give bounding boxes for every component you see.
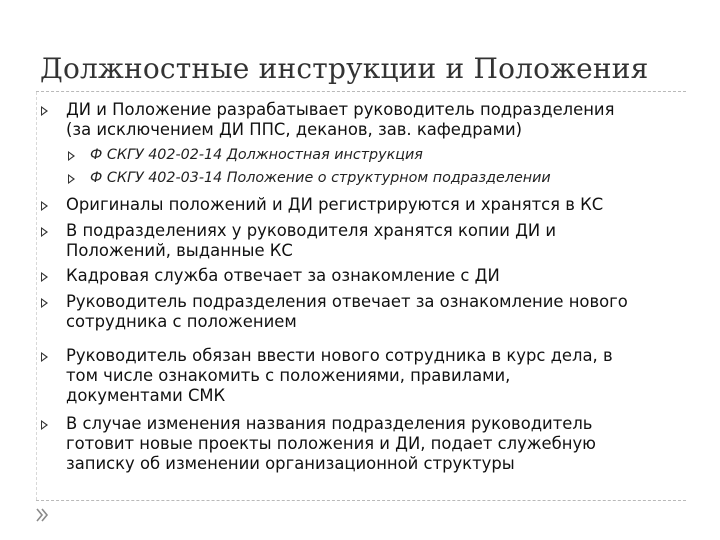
bullet-text: ДИ и Положение разрабатывает руководитель подразделения (за исключением ДИ ППС, деканов, зав. кафедрами) [66, 100, 615, 139]
triangle-arrow-icon [41, 352, 48, 362]
triangle-arrow-icon [41, 298, 48, 308]
bullet-text: Кадровая служба отвечает за ознакомление с ДИ [66, 266, 500, 285]
list-item [66, 292, 706, 332]
sub-bullet-text: Ф СКГУ 402-03-14 Положение о структурном подразделении [90, 170, 551, 186]
double-chevron-icon [34, 507, 50, 523]
triangle-arrow-icon [68, 151, 75, 161]
list-item [66, 100, 706, 140]
triangle-arrow-icon [41, 272, 48, 282]
bullet-text: Руководитель обязан ввести нового сотрудника в курс дела, в том числе ознакомить с положениями, правилами, документами СМК [66, 346, 613, 405]
slide-title: Должностные инструкции и Положения [40, 52, 649, 85]
title-divider [36, 91, 686, 92]
list-item [66, 414, 706, 474]
list-item [66, 195, 706, 215]
triangle-arrow-icon [41, 106, 48, 116]
triangle-arrow-icon [41, 420, 48, 430]
triangle-arrow-icon [41, 201, 48, 211]
list-item [66, 346, 706, 406]
list-item [66, 221, 706, 261]
bullet-text: В случае изменения названия подразделения руководитель готовит новые проекты положения и ДИ, подает служебную записку об изменении организационной структуры [66, 414, 596, 473]
list-item [66, 266, 706, 286]
bullet-text: Руководитель подразделения отвечает за ознакомление нового сотрудника с положением [66, 292, 628, 331]
sub-list-item [90, 146, 720, 164]
triangle-arrow-icon [68, 174, 75, 184]
sub-bullet-text: Ф СКГУ 402-02-14 Должностная инструкция [90, 147, 423, 163]
left-guide-line [36, 92, 37, 500]
footer-divider [36, 500, 686, 501]
bullet-text: Оригиналы положений и ДИ регистрируются и хранятся в КС [66, 195, 604, 214]
triangle-arrow-icon [41, 227, 48, 237]
sub-list-item [90, 169, 720, 187]
bullet-text: В подразделениях у руководителя хранятся копии ДИ и Положений, выданные КС [66, 221, 557, 260]
